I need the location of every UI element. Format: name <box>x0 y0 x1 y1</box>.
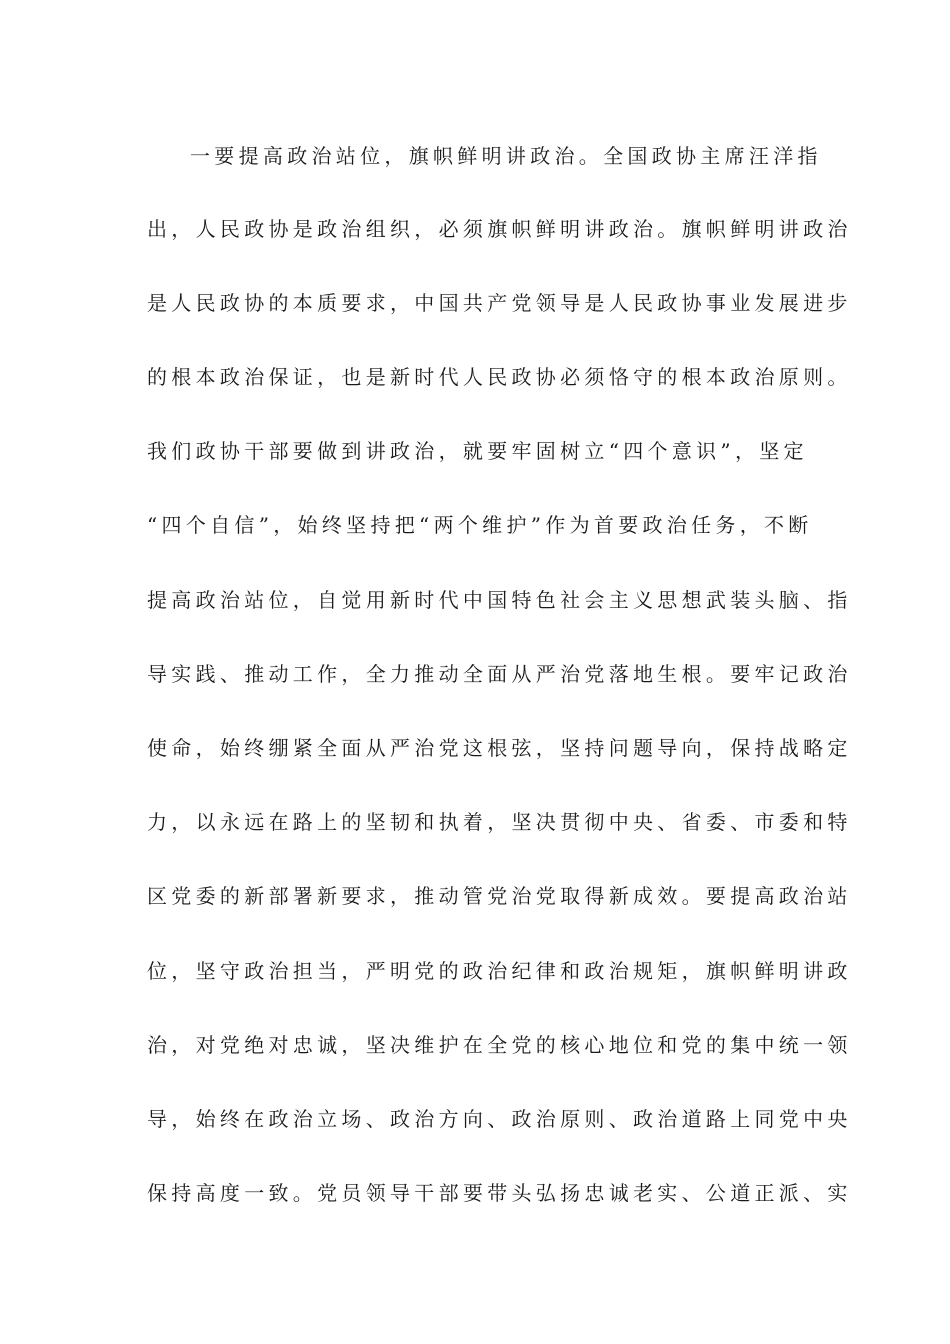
paragraph-line: 的根本政治保证，也是新时代人民政协必须恪守的根本政治原则。 <box>147 365 852 389</box>
paragraph-line: 力，以永远在路上的坚韧和执着，坚决贯彻中央、省委、市委和特 <box>147 810 852 834</box>
paragraph-line: 是人民政协的本质要求，中国共产党领导是人民政协事业发展进步 <box>147 291 852 315</box>
paragraph-line: 一要提高政治站位，旗帜鲜明讲政治。全国政协主席汪洋指 <box>190 144 822 168</box>
paragraph-line: 区党委的新部署新要求，推动管党治党取得新成效。要提高政治站 <box>147 884 852 908</box>
paragraph-line: 出，人民政协是政治组织，必须旗帜鲜明讲政治。旗帜鲜明讲政治 <box>147 217 852 241</box>
paragraph-line: 导实践、推动工作，全力推动全面从严治党落地生根。要牢记政治 <box>147 662 852 686</box>
paragraph-line: 我们政协干部要做到讲政治，就要牢固树立“四个意识”，坚定 <box>147 439 808 463</box>
paragraph-line: 导，始终在政治立场、政治方向、政治原则、政治道路上同党中央 <box>147 1107 852 1131</box>
paragraph-line: 使命，始终绷紧全面从严治党这根弦，坚持问题导向，保持战略定 <box>147 736 852 760</box>
paragraph-line: 提高政治站位，自觉用新时代中国特色社会主义思想武装头脑、指 <box>147 588 852 612</box>
paragraph-line: “四个自信”，始终坚持把“两个维护”作为首要政治任务，不断 <box>147 513 813 537</box>
paragraph-line: 保持高度一致。党员领导干部要带头弘扬忠诚老实、公道正派、实 <box>147 1181 852 1205</box>
paragraph-line: 治，对党绝对忠诚，坚决维护在全党的核心地位和党的集中统一领 <box>147 1033 852 1057</box>
paragraph-line: 位，坚守政治担当，严明党的政治纪律和政治规矩，旗帜鲜明讲政 <box>147 959 852 983</box>
